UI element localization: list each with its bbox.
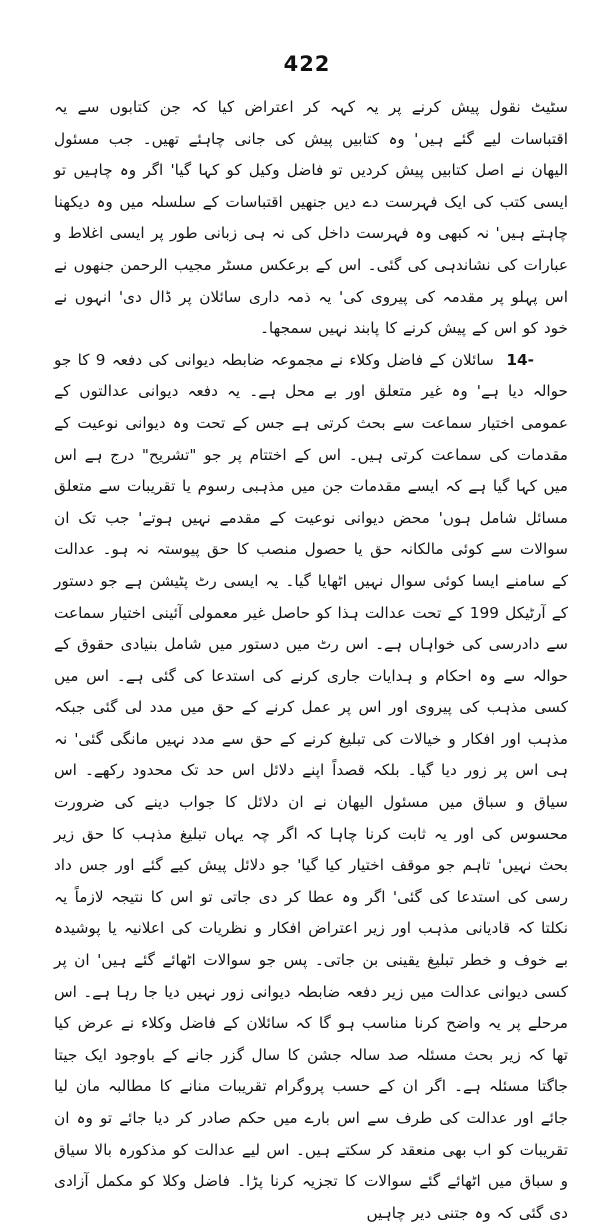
paragraph-number: -14: [506, 350, 534, 369]
page-body-text: [54, 92, 568, 1229]
paragraph-14-text: سائلان کے فاضل وکلاء نے مجموعہ ضابطہ دیوانی کی دفعہ 9 کا جو حوالہ دیا ہے' وہ غیر متعلق اور بے محل ہے۔ یہ دفعہ دیوانی عدالتوں کے عمومی اختیار سماعت سے بحث کرتی ہے جس کے تحت وہ دیوانی نوعیت کے مقدمات کی سماعت کرتی ہیں۔ اس کے اختتام پر جو "تشریح" درج ہے اس میں کہا گیا ہے کہ ایسے مقدمات جن میں مذہبی رسوم یا تقریبات سے متعلق مسائل شامل ہوں' محض دیوانی نوعیت کے مقدمے نہیں ہوتے' جب تک ان سوالات سے کوئی مالکانہ حق یا حصول منصب کا حق پیوستہ نہ ہو۔ عدالت کے سامنے ایسا کوئی سوال نہیں اٹھایا گیا۔ یہ ایسی رٹ پٹیشن ہے جو دستور کے آرٹیکل 199 کے تحت عدالت ہذا کو حاصل غیر معمولی آئینی اختیار سماعت سے دادرسی کی خواہاں ہے۔ اس رٹ میں دستور میں شامل بنیادی حقوق کے حوالہ سے وہ احکام و ہدایات جاری کرنے کی استدعا کی گئی ہے۔ اس میں کسی مذہب کی پیروی اور اس پر عمل کرنے کے حق میں مدد لی گئی جبکہ مذہب اور افکار و خیالات کی تبلیغ کرنے کے حق سے مدد نہیں مانگی گئی' نہ ہی اس پر زور دیا گیا۔ بلکہ قصداً اپنے دلائل اس حد تک محدود رکھے۔ اس سیاق و سباق میں مسئول الیھان نے ان دلائل کا جواب دینے کی ضرورت محسوس کی اور یہ ثابت کرنا چاہا کہ اگر چہ یہاں تبلیغ مذہب کا حق زیر بحث نہیں' تاہم جو موقف اختیار کیا گیا' جو دلائل پیش کیے گئے اور جس داد رسی کی استدعا کی گئی' اگر وہ عطا کر دی جاتی تو اس کا نتیجہ لازماً یہ نکلتا کہ قادیانی مذہب اور زیر اعتراض افکار و نظریات کی اعلانیہ یا پوشیدہ بے خوف و خطر تبلیغ یقینی بن جاتی۔ پس جو سوالات اٹھائے گئے ہیں' ان پر کسی دیوانی عدالت میں زیر دفعہ ضابطہ دیوانی زور نہیں دیا جا رہا ہے۔ اس مرحلے پر یہ واضح کرنا مناسب ہو گا کہ سائلان کے فاضل وکلاء نے عرض کیا تھا کہ زیر بحث مسئلہ صد سالہ جشن کا سال گزر جانے کے باوجود ایک جیتا جاگتا مسئلہ ہے۔ اگر ان کے حسب پروگرام تقریبات منانے کا مطالبہ مان لیا جائے اور عدالت کی طرف سے اس بارے میں حکم صادر کر دیا جائے تو وہ ان تقریبات کو اب بھی منعقد کر سکتے ہیں۔ اس لیے عدالت کو مذکورہ بالا سیاق و سباق میں اٹھائے گئے سوالات کا تجزیہ کرنا پڑا۔ فاضل وکلا کو مکمل آزادی دی گئی کہ وہ جتنی دیر چاہیں: [54, 350, 568, 1222]
page-number: 422: [283, 52, 331, 76]
paragraph-14: [54, 345, 568, 1229]
paragraph-continued: سٹیٹ نقول پیش کرنے پر یہ کہہ کر اعتراض کیا کہ جن کتابوں سے یہ اقتباسات لیے گئے ہیں' وہ کتابیں پیش کی جانی چاہئے تھیں۔ جب مسئول الیھان نے اصل کتابیں پیش کردیں تو فاضل وکیل کو کہا گیا' اگر وہ چاہیں تو ایسی کتب کی ایک فہرست دے دیں جنھیں اقتباسات کے سلسلہ میں وہ دیکھنا چاہتے ہیں' نہ کبھی وہ فہرست داخل کی نہ ہی زبانی طور پر ایسی اغلاط و عبارات کی نشاندہی کی گئی۔ اس کے برعکس مسٹر مجیب الرحمن جنھوں نے اس پہلو پر مقدمہ کی پیروی کی' یہ ذمہ داری سائلان پر ڈال دی' انہوں نے خود کو اس کے پیش کرنے کا پابند نہیں سمجھا۔: [54, 98, 568, 338]
